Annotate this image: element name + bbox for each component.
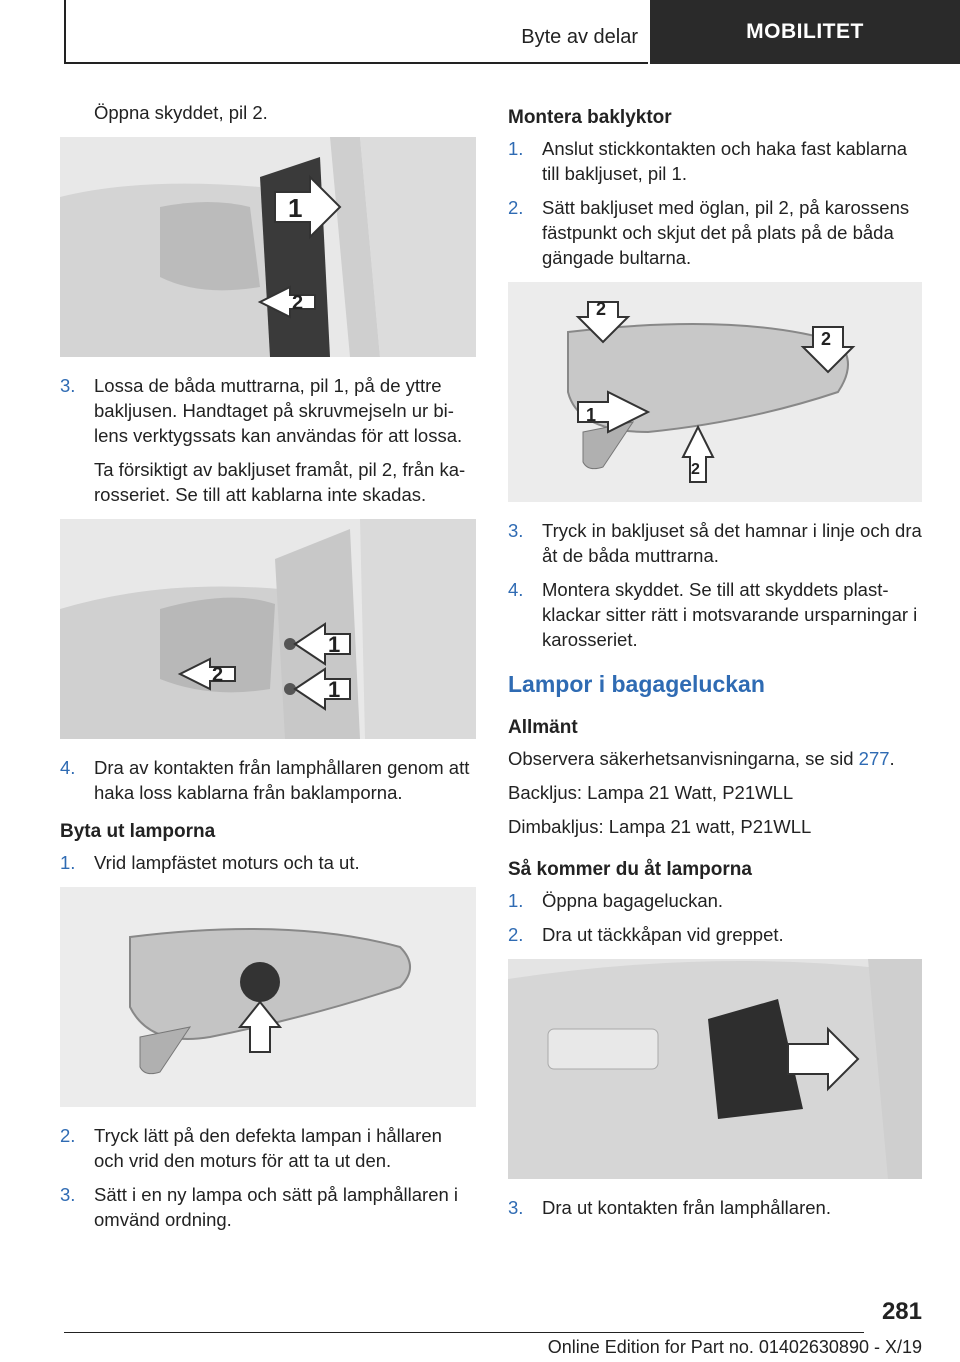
subheading-general: Allmänt — [508, 717, 578, 738]
safety-note-text: Observera säkerhetsanvisningarna, se sid — [508, 748, 859, 769]
intro-text: Öppna skyddet, pil 2. — [94, 102, 268, 123]
figure-label: 2 — [596, 299, 607, 319]
step-number: 3. — [60, 1184, 76, 1205]
header-chapter-tab: MOBILITET — [650, 0, 960, 64]
step-number: 4. — [508, 579, 524, 600]
step-number: 4. — [60, 757, 76, 778]
safety-note — [508, 746, 928, 771]
header-rule-bottom — [64, 62, 648, 64]
step-number: 3. — [60, 375, 76, 396]
figure-label: 1 — [586, 405, 597, 425]
step-text: Sätt i en ny lampa och sätt på lamphållaren i omvänd ordning. — [94, 1184, 459, 1230]
fog-light-spec: Dimbakljus: Lampa 21 watt, P21WLL — [508, 816, 812, 837]
safety-note-suffix: . — [889, 748, 895, 769]
access-step-1 — [508, 888, 928, 913]
step-text: Sätt bakljuset med öglan, pil 2, på karossens fästpunkt och skjut det på plats på de båda gängade bultarna. — [542, 197, 910, 268]
step-text: Dra ut kontakten från lamphållaren. — [542, 1197, 831, 1218]
step-3 — [60, 373, 476, 448]
figure-label: 1 — [328, 677, 341, 702]
page-number: 281 — [881, 1298, 922, 1325]
replace-step-1 — [60, 850, 476, 875]
step-number: 1. — [508, 138, 524, 159]
subheading-mount-taillights: Montera baklyktor — [508, 107, 672, 128]
step-text: Öppna bagageluckan. — [542, 890, 724, 911]
step-number: 3. — [508, 520, 524, 541]
step-number: 1. — [508, 890, 524, 911]
mount-step-1 — [508, 136, 928, 186]
figure-label: 2 — [292, 292, 304, 314]
step-number: 2. — [508, 924, 524, 945]
replace-step-2 — [60, 1123, 476, 1173]
header-rule-left — [64, 0, 66, 64]
header-section-title: Byte av delar — [521, 26, 638, 48]
step-number: 2. — [60, 1125, 76, 1146]
subheading-access-lamps: Så kommer du åt lamporna — [508, 859, 752, 880]
figure-label: 1 — [328, 632, 341, 657]
figure-label: 1 — [288, 193, 303, 223]
figure-label: 2 — [691, 461, 700, 478]
step-text: Dra av kontakten från lamphållaren genom att haka loss kablarna från baklamporna. — [94, 757, 470, 803]
page-reference-link[interactable]: 277 — [858, 748, 890, 769]
mount-step-3 — [508, 518, 928, 568]
step-text: Dra ut täckkåpan vid greppet. — [542, 924, 784, 945]
step-4 — [60, 755, 476, 805]
step-3-continuation: Ta försiktigt av bakljuset framåt, pil 2, från karosseriet. Se till att kablarna inte skadas. — [94, 459, 466, 505]
step-text: Montera skyddet. Se till att skyddets plastklackar sitter rätt i motsvarande ursparningar i karosseriet. — [542, 579, 918, 650]
step-text: Tryck in bakljuset så det hamnar i linje och dra åt de båda muttrarna. — [542, 520, 922, 566]
figure-bulb-holder — [60, 887, 476, 1107]
mount-step-2 — [508, 195, 928, 270]
left-column — [60, 100, 476, 1241]
right-column — [508, 100, 928, 1229]
step-text: Tryck lätt på den defekta lampan i hållaren och vrid den moturs för att ta ut den. — [94, 1125, 442, 1171]
figure-label: 2 — [821, 329, 832, 349]
step-number: 3. — [508, 1197, 524, 1218]
mount-step-4 — [508, 577, 928, 652]
footer-edition-text: Online Edition for Part no. 01402630890 - X/19 — [547, 1337, 922, 1357]
footer-rule — [64, 1332, 864, 1333]
section-heading-tailgate-lamps: Lampor i bagageluckan — [508, 671, 765, 697]
step-number: 1. — [60, 852, 76, 873]
figure-open-cover — [60, 137, 476, 357]
step-text: Lossa de båda muttrarna, pil 1, på de yttre bakljusen. Handtaget på skruvmejseln ur bilens verktygssats kan användas för att lossa. — [94, 375, 463, 446]
figure-remove-taillight — [60, 519, 476, 739]
backlight-spec: Backljus: Lampa 21 Watt, P21WLL — [508, 782, 794, 803]
replace-step-3 — [60, 1182, 476, 1232]
figure-tailgate-cover — [508, 959, 922, 1179]
subheading-replace-bulbs: Byta ut lamporna — [60, 821, 216, 842]
access-step-3 — [508, 1195, 928, 1220]
figure-label: 2 — [212, 664, 224, 686]
step-number: 2. — [508, 197, 524, 218]
step-text: Vrid lampfästet moturs och ta ut. — [94, 852, 360, 873]
step-text: Anslut stickkontakten och haka fast kablarna till bakljuset, pil 1. — [542, 138, 908, 184]
figure-mount-taillight — [508, 282, 922, 502]
access-step-2 — [508, 922, 928, 947]
